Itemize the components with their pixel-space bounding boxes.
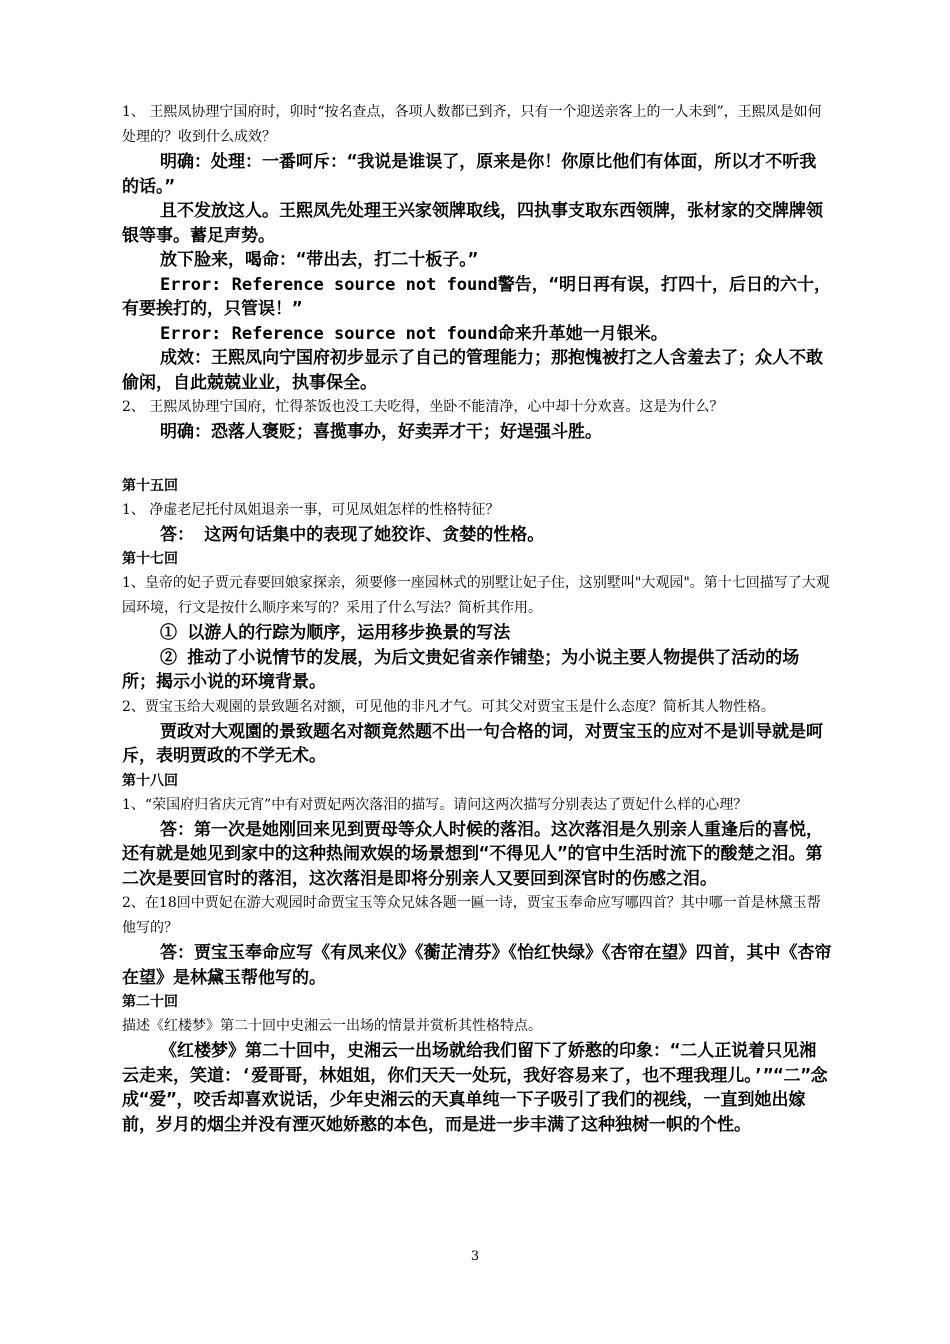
chapter-18-heading: 第十八回 bbox=[122, 772, 178, 789]
question-2: 2、 王熙凤协理宁国府，忙得茶饭也没工夫吃得，坐卧不能清净，心中却十分欢喜。这是为什么？ bbox=[122, 399, 724, 415]
answer-1-para-3: 放下脸来，喝命：“带出去，打二十板子。” bbox=[160, 250, 478, 270]
chapter-17-question-1: 1、皇帝的妃子贾元春要回娘家探亲，须要修一座园林式的别墅让妃子住，这别墅叫"大观园"。第十七回描写了大观园环境，行文是按什么顺序来写的？采用了什么写法？简析其作用。 bbox=[122, 575, 830, 616]
document-body bbox=[122, 100, 832, 1137]
chapter-18-answer-2: 答：贾宝玉奉命应写《有凤来仪》《蘅芷清芬》《怡红快绿》《杏帘在望》四首，其中《杏帘在望》是林黛玉帮他写的。 bbox=[122, 943, 832, 988]
chapter-18-question-1: 1、“荣国府归省庆元宵”中有对贾妃两次落泪的描写。请问这两次描写分别表达了贾妃什么样的心理？ bbox=[122, 796, 748, 813]
answer-1-para-6: 成效：王熙凤向宁国府初步显示了自己的管理能力；那抱愧被打之人含羞去了；众人不敢偷闲，自此兢兢业业，执事保全。 bbox=[122, 348, 823, 393]
chapter-20-heading: 第二十回 bbox=[122, 994, 178, 1010]
chapter-20-question: 描述《红楼梦》第二十回中史湘云一出场的情景并赏析其性格特点。 bbox=[122, 1018, 542, 1034]
chapter-18-answer-1: 答：第一次是她刚回来见到贾母等众人时候的落泪。这次落泪是久别亲人重逢后的喜悦，还有就是她见到家中的这种热闹欢娱的场景想到“不得见人”的官中生活时流下的酸楚之泪。第二次是要回官时的落泪，这次落泪是即将分别亲人又要回到深官时的伤感之泪。 bbox=[122, 819, 823, 889]
chapter-17-answer-2: 贾政对大观園的景致题名对额竟然题不出一句合格的词，对贾宝玉的应对不是训导就是呵斥，表明贾政的不学无术。 bbox=[122, 721, 823, 766]
question-1: 1、 王熙凤协理宁国府时，卯时“按名查点，各项人数都已到齐，只有一个迎送亲客上的一人未到”，王熙凤是如何处理的？收到什么成效？ bbox=[122, 104, 822, 145]
page-number: 3 bbox=[470, 1249, 480, 1264]
chapter-17-question-2: 2、贾宝玉给大观園的景致题名对额，可见他的非凡才气。可其父对贾宝玉是什么态度？简析其人物性格。 bbox=[122, 698, 775, 715]
chapter-17-heading: 第十七回 bbox=[122, 551, 178, 567]
chapter-15-answer: 答： 这两句话集中的表现了她狡诈、贪婪的性格。 bbox=[160, 524, 545, 545]
chapter-20-answer: 《红楼梦》第二十回中，史湘云一出场就给我们留下了娇憨的印象：“二人正说着只见湘云走来，笑道：‘爱哥哥，林姐姐，你们天天一处玩，我好容易来了，也不理我理儿。’”“二”念成“爱”，咬舌却喜欢说话，少年史湘云的天真单纯一下子吸引了我们的视线，一直到她出嫁前，岁月的烟尘并没有湮灭她娇憨的本色，而是进一步丰满了这种独树一帜的个性。 bbox=[122, 1041, 828, 1135]
chapter-15-question: 1、 净虚老尼托付凤姐退亲一事，可见凤姐怎样的性格特征？ bbox=[122, 501, 500, 518]
answer-2: 明确：恐落人褒贬；喜揽事办，好卖弄才干；好逞强斗胜。 bbox=[160, 422, 602, 442]
answer-1-para-4: Error: Reference source not found警告，“明日再有误，打四十，后日的六十，有要挨打的，只管误！” bbox=[122, 274, 831, 319]
chapter-17-answer-1b: ② 推动了小说情节的发展，为后文贵妃省亲作铺垫；为小说主要人物提供了活动的场所；揭示小说的环境背景。 bbox=[122, 647, 800, 692]
chapter-15-heading: 第十五回 bbox=[122, 477, 178, 494]
chapter-17-answer-1a: ① 以游人的行踪为顺序，运用移步换景的写法 bbox=[160, 623, 511, 643]
chapter-18-question-2: 2、在18回中贾妃在游大观园时命贾宝玉等众兄妹各题一匾一诗，贾宝玉奉命应写哪四首？其中哪一首是林黛玉帮他写的？ bbox=[122, 895, 821, 936]
answer-1-para-1: 明确：处理：一番呵斥：“我说是谁误了，原来是你！你原比他们有体面，所以才不听我的话。” bbox=[122, 152, 817, 197]
answer-1-para-2: 且不发放这人。王熙凤先处理王兴家领牌取线，四执事支取东西领牌，张材家的交牌牌领银等事。蓄足声势。 bbox=[122, 201, 823, 246]
answer-1-para-5: Error: Reference source not found命来升革她一月银米。 bbox=[160, 323, 668, 344]
